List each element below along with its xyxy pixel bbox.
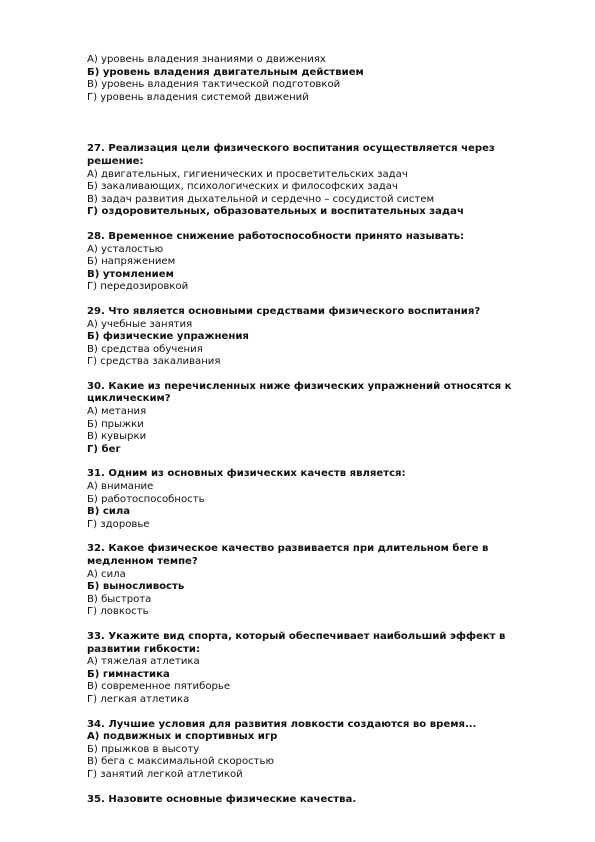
answer-option: А) двигательных, гигиенических и просветительских задач	[87, 168, 408, 180]
question-block	[87, 468, 527, 531]
answer-option: Г) уровень владения системой движений	[87, 91, 309, 103]
answer-option: Б) напряжением	[87, 256, 176, 268]
question-text: 29. Что является основными средствами физического воспитания?	[87, 305, 481, 317]
answer-option: А) внимание	[87, 481, 154, 493]
intro-options	[87, 54, 527, 104]
answer-option: Б) закаливающих, психологических и философских задач	[87, 181, 398, 193]
spacer	[87, 104, 527, 143]
answer-option: Г) здоровье	[87, 518, 150, 530]
question-block	[87, 543, 527, 619]
question-text: 33. Укажите вид спорта, который обеспечивает наибольший эффект в	[87, 630, 506, 642]
document-page	[87, 54, 527, 806]
answer-option: А) метания	[87, 406, 147, 418]
answer-option-correct: Г) бег	[87, 443, 121, 455]
answer-option: В) средства обучения	[87, 343, 203, 355]
question-text: 32. Какое физическое качество развивается при длительном беге в	[87, 543, 489, 555]
answer-option-correct: Б) гимнастика	[87, 668, 170, 680]
answer-option: В) бега с максимальной скоростью	[87, 756, 274, 768]
spacer	[87, 707, 527, 719]
answer-option-correct: Б) выносливость	[87, 581, 185, 593]
question-text: 35. Назовите основные физические качества.	[87, 793, 357, 805]
answer-option: В) уровень владения тактической подготовкой	[87, 79, 341, 91]
spacer	[87, 782, 527, 794]
answer-option: Г) занятий легкой атлетикой	[87, 768, 243, 780]
question-text: развитии гибкости:	[87, 643, 200, 655]
question-text: 28. Временное снижение работоспособности принято называть:	[87, 230, 465, 242]
spacer	[87, 619, 527, 631]
answer-option: Б) прыжков в высоту	[87, 743, 200, 755]
answer-option: А) уровень владения знаниями о движениях	[87, 54, 326, 65]
question-block	[87, 381, 527, 457]
answer-option-correct: В) сила	[87, 506, 131, 518]
answer-option: Г) передозировкой	[87, 281, 189, 293]
spacer	[87, 219, 527, 231]
question-text: 34. Лучшие условия для развития ловкости создаются во время...	[87, 718, 477, 730]
question-block	[87, 143, 527, 219]
question-text: циклическим?	[87, 393, 171, 405]
question-text: 27. Реализация цели физического воспитания осуществляется через	[87, 143, 495, 155]
spacer	[87, 456, 527, 468]
question-text: 31. Одним из основных физических качеств является:	[87, 468, 406, 480]
spacer	[87, 294, 527, 306]
question-block	[87, 231, 527, 294]
question-block	[87, 794, 527, 807]
answer-option: Г) ловкость	[87, 606, 149, 618]
spacer	[87, 369, 527, 381]
answer-option: Б) прыжки	[87, 418, 144, 430]
question-text: 30. Какие из перечисленных ниже физических упражнений относятся к	[87, 380, 512, 392]
question-text: решение:	[87, 155, 144, 167]
answer-option-correct: Б) физические упражнения	[87, 331, 249, 343]
answer-option: Г) средства закаливания	[87, 356, 221, 368]
answer-option: Г) легкая атлетика	[87, 693, 190, 705]
question-block	[87, 306, 527, 369]
answer-option: А) тяжелая атлетика	[87, 656, 200, 668]
answer-option: А) учебные занятия	[87, 318, 193, 330]
question-text: медленном темпе?	[87, 556, 198, 567]
answer-option: Б) работоспособность	[87, 493, 205, 505]
answer-option-correct: В) утомлением	[87, 268, 174, 280]
question-list	[87, 143, 527, 806]
answer-option: А) сила	[87, 568, 126, 580]
question-block	[87, 719, 527, 782]
answer-option: В) быстрота	[87, 593, 152, 605]
answer-option-correct: Б) уровень владения двигательным действием	[87, 66, 364, 78]
answer-option-correct: Г) оздоровительных, образовательных и воспитательных задач	[87, 206, 464, 218]
spacer	[87, 531, 527, 543]
answer-option-correct: А) подвижных и спортивных игр	[87, 731, 278, 743]
question-block	[87, 631, 527, 707]
answer-option: В) задач развития дыхательной и сердечно – сосудистой систем	[87, 193, 435, 205]
answer-option: В) современное пятиборье	[87, 681, 231, 693]
answer-option: В) кувырки	[87, 431, 147, 443]
answer-option: А) усталостью	[87, 243, 164, 255]
